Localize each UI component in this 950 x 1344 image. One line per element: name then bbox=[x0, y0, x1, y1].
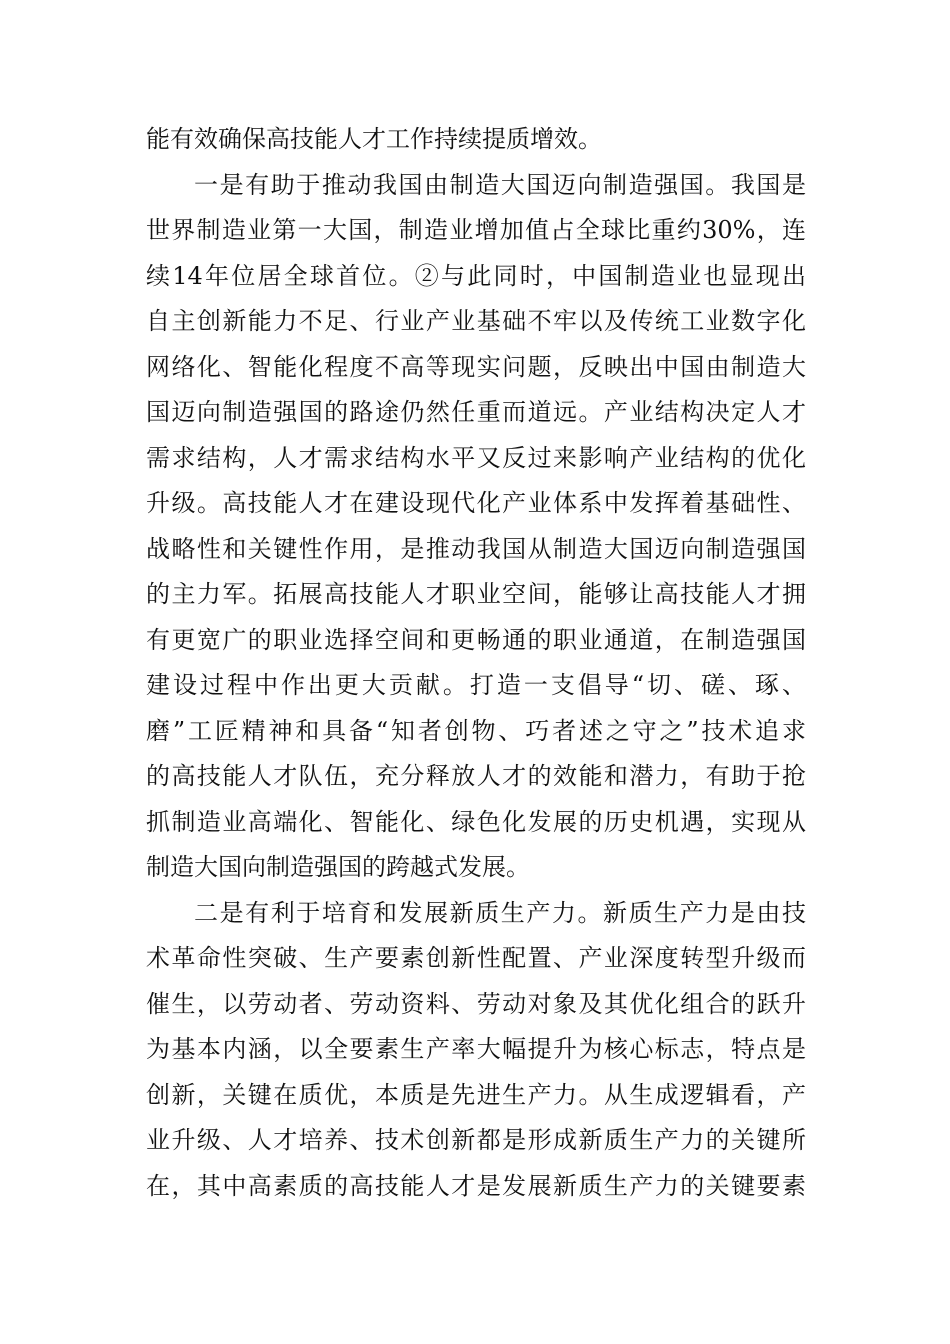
text-line: 续14年位居全球首位。②与此同时，中国制造业也显现出 bbox=[146, 261, 806, 290]
text-line: 能有效确保高技能人才工作持续提质增效。 bbox=[146, 125, 602, 153]
text-line: 自主创新能力不足、行业产业基础不牢以及传统工业数字化 bbox=[146, 307, 806, 335]
document-page bbox=[146, 117, 806, 1209]
text-line: 战略性和关键性作用，是推动我国从制造大国迈向制造强国 bbox=[146, 534, 806, 563]
text-line: 国迈向制造强国的路途仍然任重而道远。产业结构决定人才 bbox=[146, 398, 806, 426]
text-line: 建设过程中作出更大贡献。打造一支倡导“切、磋、琢、 bbox=[146, 671, 806, 699]
text-line: 需求结构，人才需求结构水平又反过来影响产业结构的优化 bbox=[146, 443, 806, 472]
text-line: 一是有助于推动我国由制造大国迈向制造强国。我国是 bbox=[194, 170, 806, 199]
text-line: 在，其中高素质的高技能人才是发展新质生产力的关键要素 bbox=[146, 1171, 806, 1200]
text-line: 网络化、智能化程度不高等现实问题，反映出中国由制造大 bbox=[146, 352, 806, 381]
text-line: 催生，以劳动者、劳动资料、劳动对象及其优化组合的跃升 bbox=[146, 989, 806, 1018]
text-line: 世界制造业第一大国，制造业增加值占全球比重约30%，连 bbox=[146, 216, 806, 244]
text-line: 制造大国向制造强国的跨越式发展。 bbox=[146, 853, 530, 881]
paragraph-3 bbox=[146, 891, 806, 1210]
paragraph-2 bbox=[146, 163, 806, 891]
text-line: 的主力军。拓展高技能人才职业空间，能够让高技能人才拥 bbox=[146, 580, 806, 608]
text-line: 磨”工匠精神和具备“知者创物、巧者述之守之”技术追求 bbox=[146, 716, 806, 745]
paragraph-1 bbox=[146, 117, 806, 163]
text-line: 为基本内涵，以全要素生产率大幅提升为核心标志，特点是 bbox=[146, 1035, 806, 1063]
text-line: 术革命性突破、生产要素创新性配置、产业深度转型升级而 bbox=[146, 944, 806, 972]
text-line: 有更宽广的职业选择空间和更畅通的职业通道，在制造强国 bbox=[146, 625, 806, 654]
text-line: 业升级、人才培养、技术创新都是形成新质生产力的关键所 bbox=[146, 1126, 806, 1154]
text-line: 二是有利于培育和发展新质生产力。新质生产力是由技 bbox=[194, 898, 806, 927]
text-line: 创新，关键在质优，本质是先进生产力。从生成逻辑看，产 bbox=[146, 1080, 806, 1109]
text-line: 的高技能人才队伍，充分释放人才的效能和潜力，有助于抢 bbox=[146, 762, 806, 790]
text-line: 抓制造业高端化、智能化、绿色化发展的历史机遇，实现从 bbox=[146, 807, 806, 836]
text-line: 升级。高技能人才在建设现代化产业体系中发挥着基础性、 bbox=[146, 489, 806, 517]
